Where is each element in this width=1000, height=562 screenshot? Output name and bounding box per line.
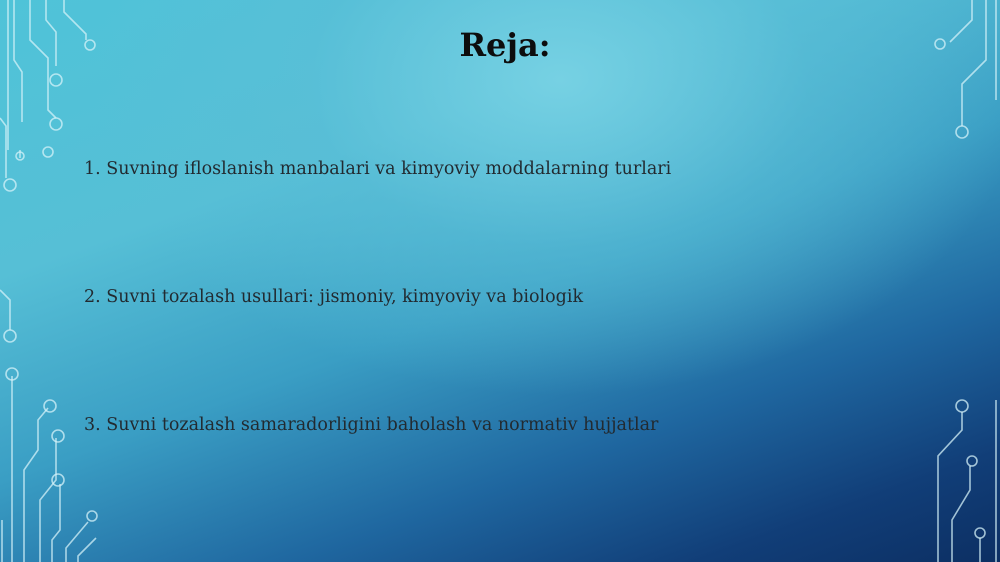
plan-item-1: 1. Suvning ifloslanish manbalari va kimyoviy moddalarning turlari [84,159,672,179]
plan-list [84,156,671,540]
left-circuit-lines-icon [0,0,97,562]
slide-title: Reja: [459,26,551,64]
right-circuit-lines-icon [935,0,996,562]
plan-item-2: 2. Suvni tozalash usullari: jismoniy, kimyoviy va biologik [84,287,584,307]
plan-item-3: 3. Suvni tozalash samaradorligini baholash va normativ hujjatlar [84,415,659,435]
